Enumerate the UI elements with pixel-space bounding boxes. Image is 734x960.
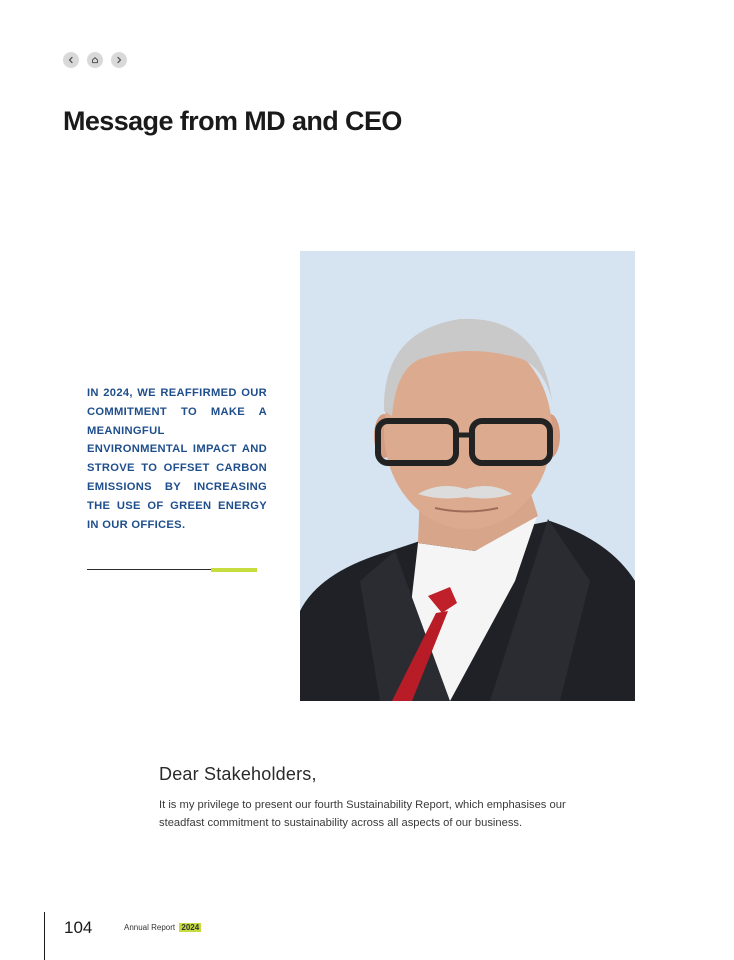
page-navigation: [63, 52, 127, 68]
report-label-text: Annual Report: [124, 923, 176, 932]
home-button[interactable]: [87, 52, 103, 68]
next-page-button[interactable]: [111, 52, 127, 68]
pull-quote-accent: [211, 568, 257, 572]
chevron-left-icon: [67, 56, 75, 64]
page-number: 104: [64, 918, 93, 937]
portrait-illustration: [300, 251, 635, 701]
chevron-right-icon: [115, 56, 123, 64]
previous-page-button[interactable]: [63, 52, 79, 68]
intro-paragraph: It is my privilege to present our fourth Sustainability Report, which emphasises our steadfast commitment to sustainability across all aspects of our business.: [159, 799, 566, 829]
report-year: 2024: [181, 923, 200, 932]
report-label: [124, 923, 201, 932]
footer-divider: [44, 912, 45, 960]
executive-portrait: [300, 251, 635, 701]
home-icon: [91, 56, 99, 64]
pull-quote: IN 2024, WE REAFFIRMED OUR COMMITMENT TO MAKE A MEANINGFUL ENVIRONMENTAL IMPACT AND STROVE TO OFFSET CARBON EMISSIONS BY INCREASING THE USE OF GREEN ENERGY IN OUR OFFICES.: [87, 387, 267, 531]
salutation: Dear Stakeholders,: [159, 764, 317, 784]
page-title: Message from MD and CEO: [63, 106, 402, 136]
